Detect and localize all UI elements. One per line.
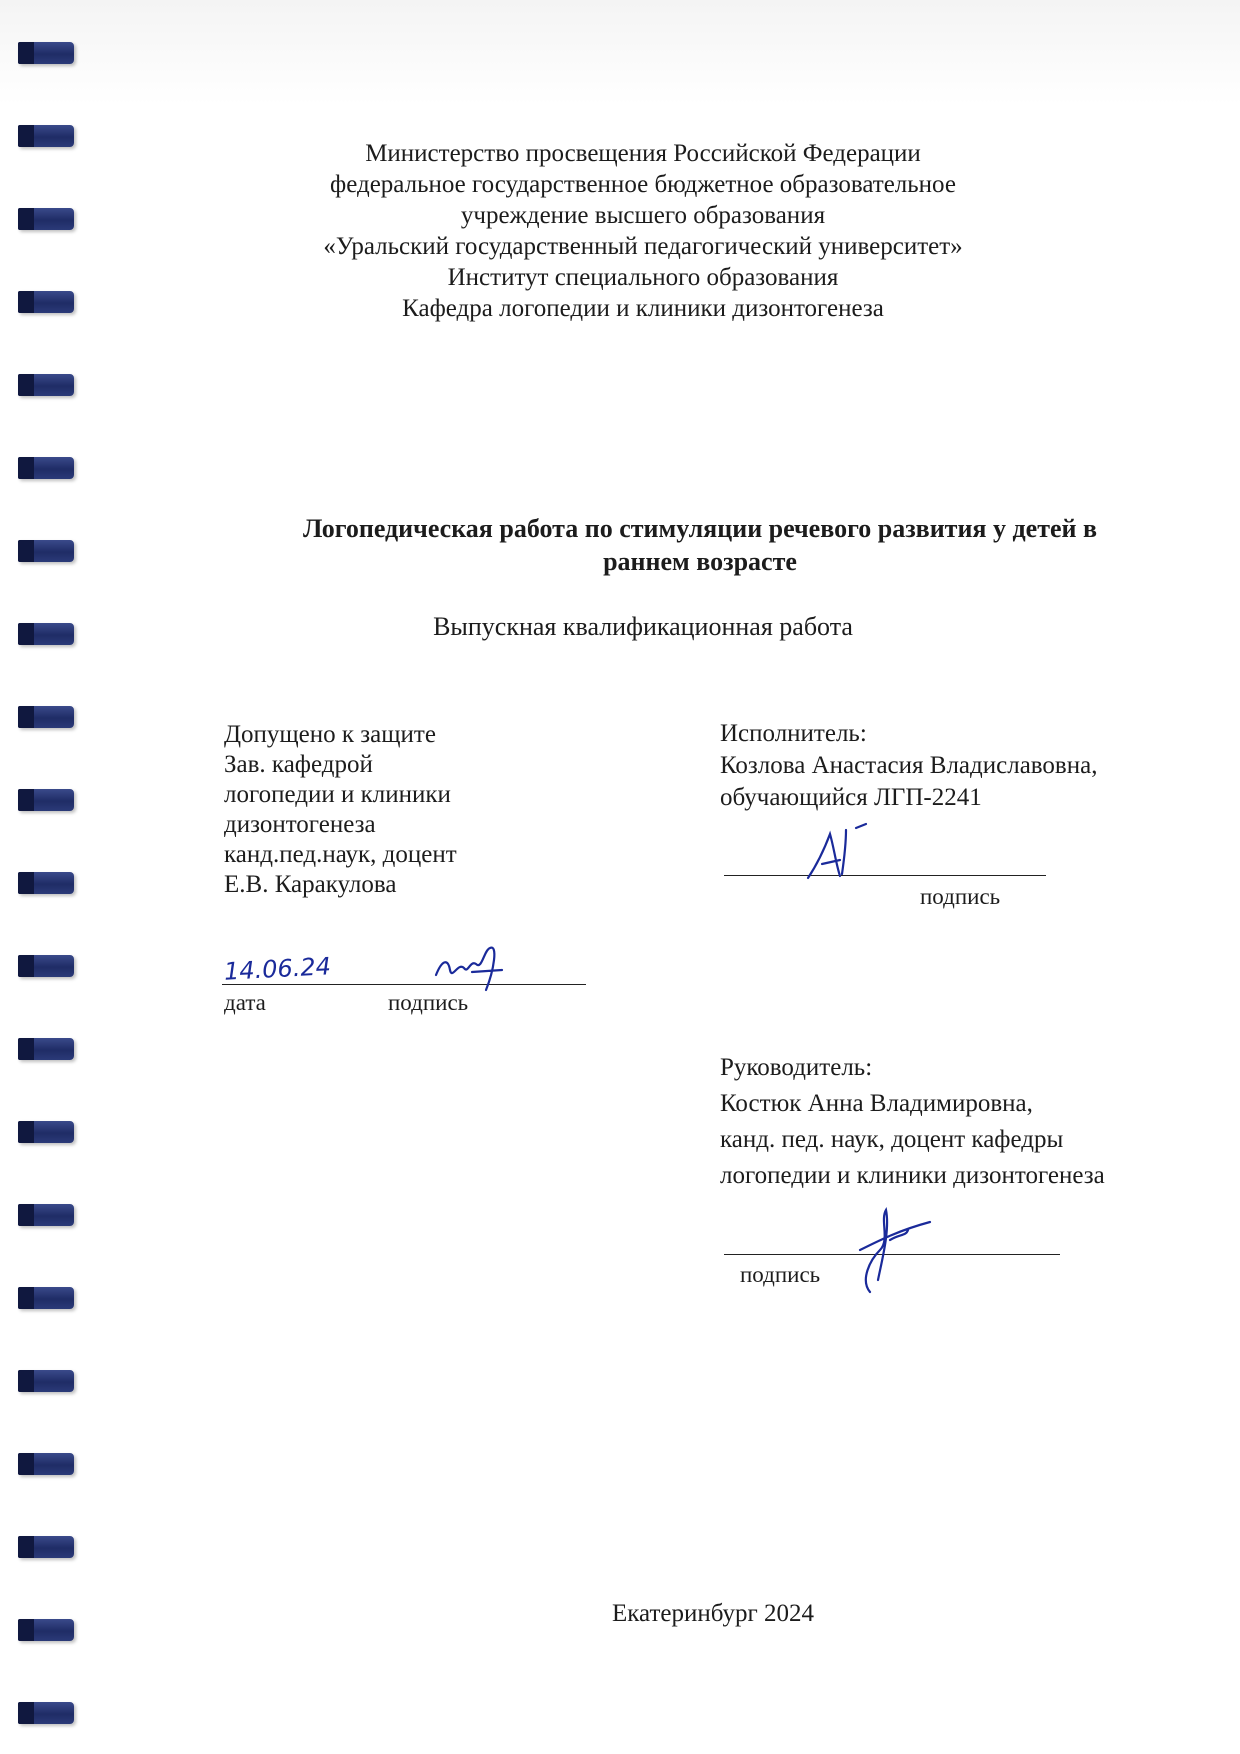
institute-line: Институт специального образования (447, 264, 839, 291)
binding-ring (18, 1536, 74, 1558)
binding-ring (18, 872, 74, 894)
approval-signature-caption: подпись (388, 990, 469, 1015)
work-type: Выпускная квалификационная работа (433, 612, 853, 641)
binding-ring (18, 706, 74, 728)
binding-ring (18, 208, 74, 230)
approval-block (224, 720, 584, 900)
show-through-text (360, 350, 367, 380)
binding-ring (18, 457, 74, 479)
binding-ring (18, 1121, 74, 1143)
approval-line-2: Зав. кафедрой (224, 751, 373, 778)
approval-line-1: Допущено к защите (224, 721, 436, 748)
executor-name: Козлова Анастасия Владиславовна, (720, 752, 1098, 779)
supervisor-name: Костюк Анна Владимировна, (720, 1090, 1033, 1117)
ministry-line: Министерство просвещения Российской Федерации (365, 140, 921, 167)
supervisor-signature (830, 1200, 940, 1300)
supervisor-label: Руководитель: (720, 1054, 873, 1081)
binding-ring (18, 291, 74, 313)
header-line-3: учреждение высшего образования (460, 202, 826, 229)
title-line-1: Логопедическая работа по стимуляции речевого развития у детей в (302, 514, 1098, 543)
department-line: Кафедра логопедии и клиники дизонтогенеза (402, 295, 884, 322)
binding-ring (18, 623, 74, 645)
thesis-title (240, 512, 1160, 578)
binding-ring (18, 1702, 74, 1724)
binding-ring (18, 1287, 74, 1309)
institution-header (148, 138, 1138, 324)
binding-ring (18, 789, 74, 811)
binding-ring (18, 1204, 74, 1226)
approval-line-4: дизонтогенеза (224, 811, 376, 838)
binding-ring (18, 42, 74, 64)
binding-ring (18, 374, 74, 396)
spiral-binding (18, 30, 78, 1754)
approval-line-5: канд.пед.наук, доцент (224, 841, 457, 868)
executor-group: обучающийся ЛГП-2241 (720, 784, 982, 811)
binding-ring (18, 1370, 74, 1392)
university-line: «Уральский государственный педагогический университет» (323, 233, 963, 260)
city-year: Екатеринбург 2024 (611, 1600, 815, 1627)
header-line-2: федеральное государственное бюджетное образовательное (330, 171, 956, 198)
binding-ring (18, 540, 74, 562)
executor-signature-caption: подпись (920, 884, 1001, 909)
supervisor-block (720, 1050, 1190, 1194)
approval-line-3: логопедии и клиники (224, 781, 451, 808)
executor-label: Исполнитель: (720, 720, 867, 747)
binding-ring (18, 955, 74, 977)
supervisor-title: канд. пед. наук, доцент кафедры (720, 1126, 1064, 1153)
executor-signature (800, 820, 890, 890)
binding-ring (18, 1038, 74, 1060)
executor-block (720, 718, 1190, 814)
approval-line-6: Е.В. Каракулова (224, 871, 397, 898)
supervisor-signature-caption: подпись (740, 1262, 821, 1287)
handwritten-date: 14.06.24 (223, 952, 332, 986)
binding-ring (18, 125, 74, 147)
supervisor-department: логопедии и клиники дизонтогенеза (720, 1162, 1105, 1189)
date-caption: дата (224, 990, 266, 1015)
date-signature-line (222, 984, 586, 985)
title-line-2: раннем возрасте (603, 547, 797, 576)
binding-ring (18, 1453, 74, 1475)
